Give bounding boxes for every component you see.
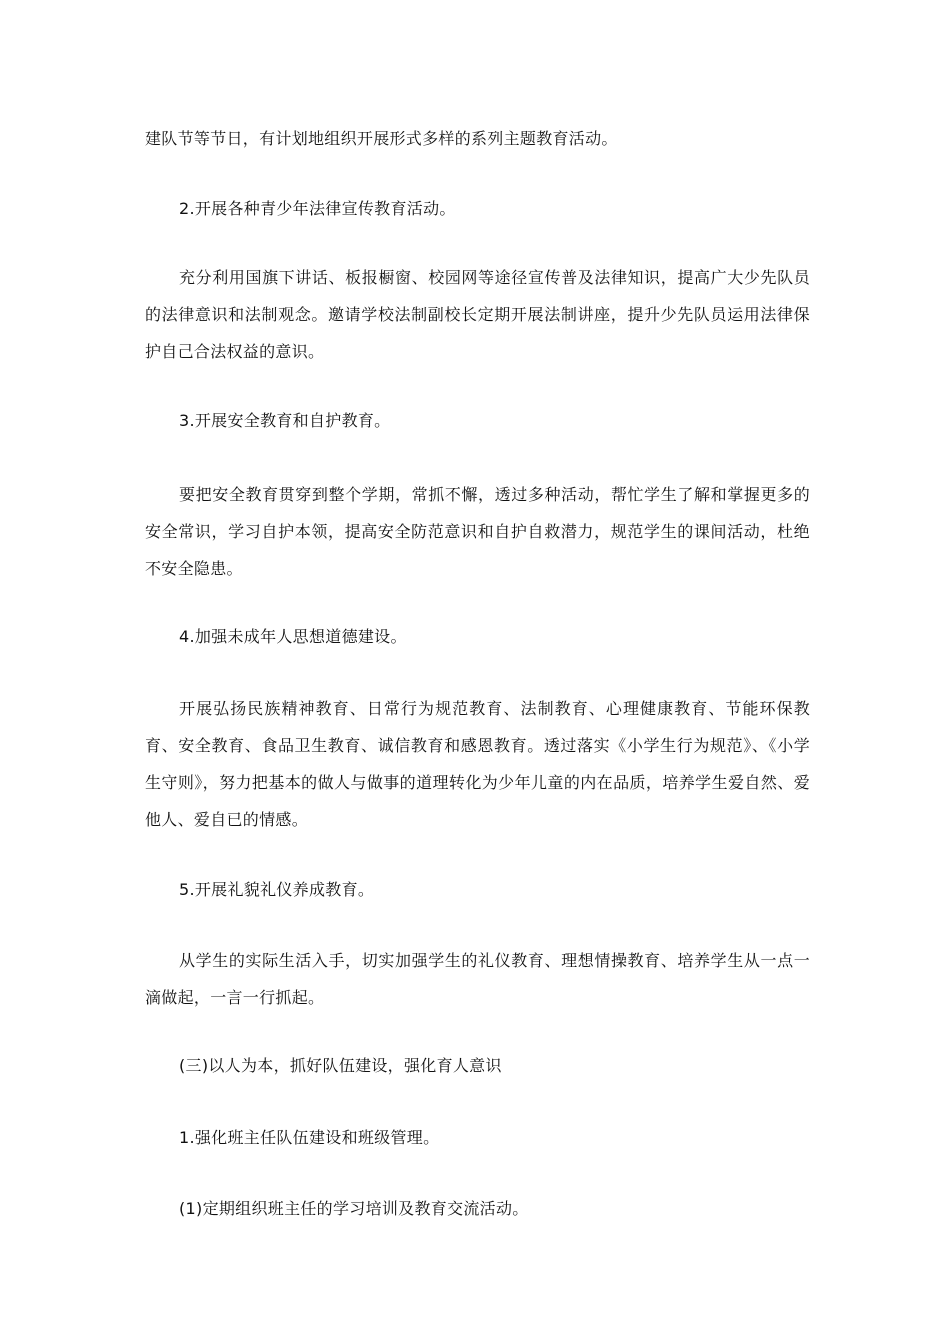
paragraph-continuation: 建队节等节日，有计划地组织开展形式多样的系列主题教育活动。 bbox=[145, 129, 618, 148]
paragraph-moral-education: 开展弘扬民族精神教育、日常行为规范教育、法制教育、心理健康教育、节能环保教育、安全教育、食品卫生教育、诚信教育和感恩教育。透过落实《小学生行为规范》、《小学生守则》，努力把基本的做人与做事的道理转化为少年儿童的内在品质，培养学生爱自然、爱他人、爱自已的情感。 bbox=[145, 699, 810, 829]
heading-item-2: 2.开展各种青少年法律宣传教育活动。 bbox=[179, 199, 456, 218]
sub-item-1: (1)定期组织班主任的学习培训及教育交流活动。 bbox=[179, 1199, 529, 1218]
heading-item-1: 1.强化班主任队伍建设和班级管理。 bbox=[179, 1128, 440, 1147]
heading-item-5: 5.开展礼貌礼仪养成教育。 bbox=[179, 880, 375, 899]
paragraph-safety-education: 要把安全教育贯穿到整个学期，常抓不懈，透过多种活动，帮忙学生了解和掌握更多的安全常识，学习自护本领，提高安全防范意识和自护自救潜力，规范学生的课间活动，杜绝不安全隐患。 bbox=[145, 485, 810, 578]
heading-item-4: 4.加强未成年人思想道德建设。 bbox=[179, 627, 407, 646]
paragraph-law-education: 充分利用国旗下讲话、板报橱窗、校园网等途径宣传普及法律知识，提高广大少先队员的法律意识和法制观念。邀请学校法制副校长定期开展法制讲座，提升少先队员运用法律保护自己合法权益的意识。 bbox=[145, 268, 810, 361]
heading-item-3: 3.开展安全教育和自护教育。 bbox=[179, 411, 391, 430]
paragraph-etiquette-education: 从学生的实际生活入手，切实加强学生的礼仪教育、理想情操教育、培养学生从一点一滴做起，一言一行抓起。 bbox=[145, 951, 810, 1007]
section-heading-3: (三)以人为本，抓好队伍建设，强化育人意识 bbox=[179, 1056, 502, 1075]
